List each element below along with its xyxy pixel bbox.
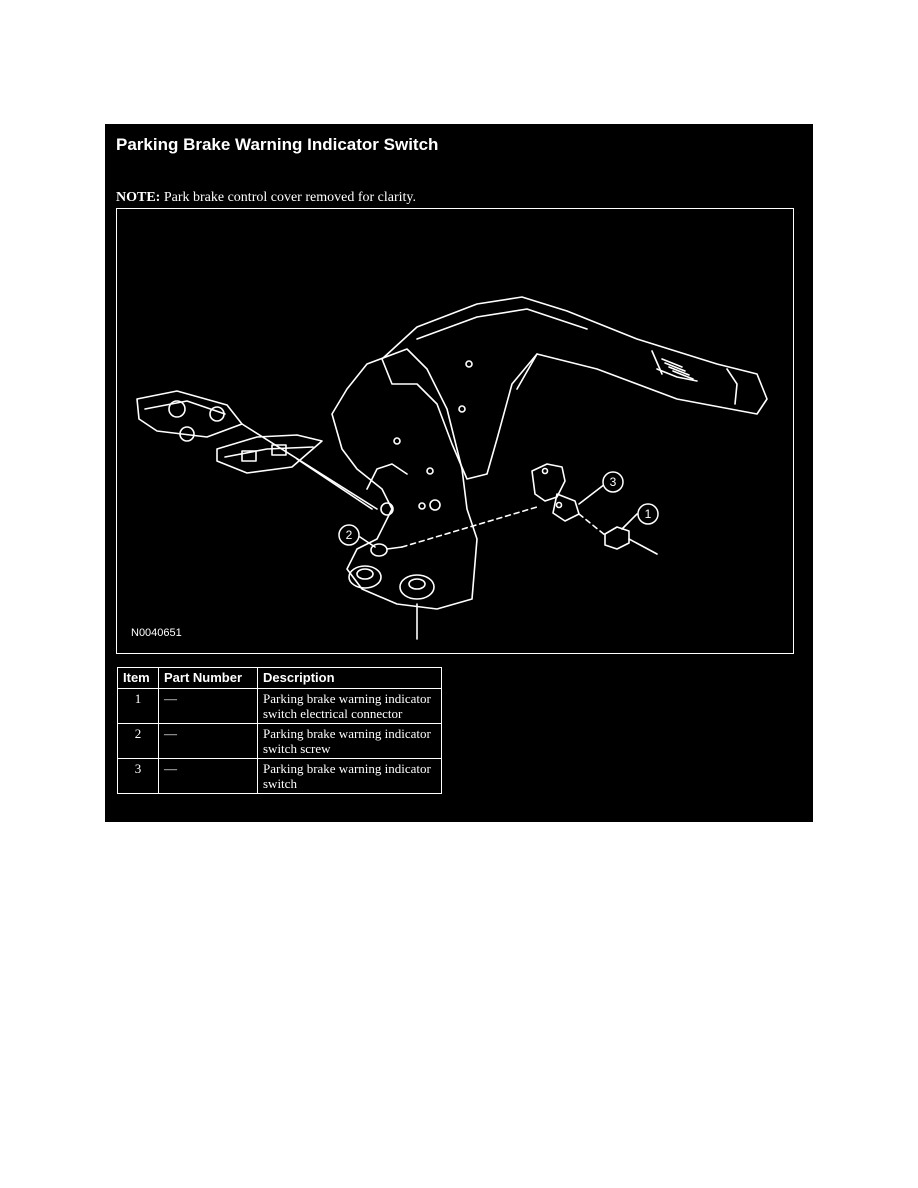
header-part-number: Part Number	[159, 668, 258, 689]
row-description: Parking brake warning indicator switch	[258, 759, 442, 794]
indicator-switch-screw	[371, 544, 402, 556]
parking-brake-illustration	[116, 208, 794, 654]
callout-2-label: 2	[345, 528, 353, 542]
parking-brake-drawing	[117, 209, 795, 655]
row-description: Parking brake warning indicator switch screw	[258, 724, 442, 759]
note-label: NOTE:	[116, 190, 161, 205]
row-item: 3	[118, 759, 159, 794]
alignment-line	[402, 507, 537, 547]
row-part-number: —	[159, 759, 258, 794]
row-item: 1	[118, 689, 159, 724]
callout-2	[339, 525, 359, 545]
indicator-switch	[532, 464, 579, 521]
note	[116, 190, 416, 206]
table-row	[118, 724, 442, 759]
row-item: 2	[118, 724, 159, 759]
row-description: Parking brake warning indicator switch electrical connector	[258, 689, 442, 724]
callout-3	[603, 472, 623, 492]
procedure-panel	[105, 124, 813, 822]
note-text: Park brake control cover removed for clarity.	[163, 190, 416, 205]
callout-3-leader	[579, 484, 605, 504]
header-description: Description	[258, 668, 442, 689]
callout-1-leader	[622, 514, 637, 529]
table-header-row	[118, 668, 442, 689]
callout-1-label: 1	[644, 507, 652, 521]
header-item: Item	[118, 668, 159, 689]
row-part-number: —	[159, 724, 258, 759]
callout-1	[638, 504, 658, 524]
table-row	[118, 689, 442, 724]
cable-assembly	[137, 391, 377, 509]
electrical-connector	[605, 527, 657, 554]
brake-lever	[382, 297, 767, 479]
table-row	[118, 759, 442, 794]
row-part-number: —	[159, 689, 258, 724]
page-title: Parking Brake Warning Indicator Switch	[116, 135, 439, 154]
parts-table	[117, 667, 442, 794]
callout-3-label: 3	[609, 475, 617, 489]
figure-code: N0040651	[131, 627, 182, 639]
